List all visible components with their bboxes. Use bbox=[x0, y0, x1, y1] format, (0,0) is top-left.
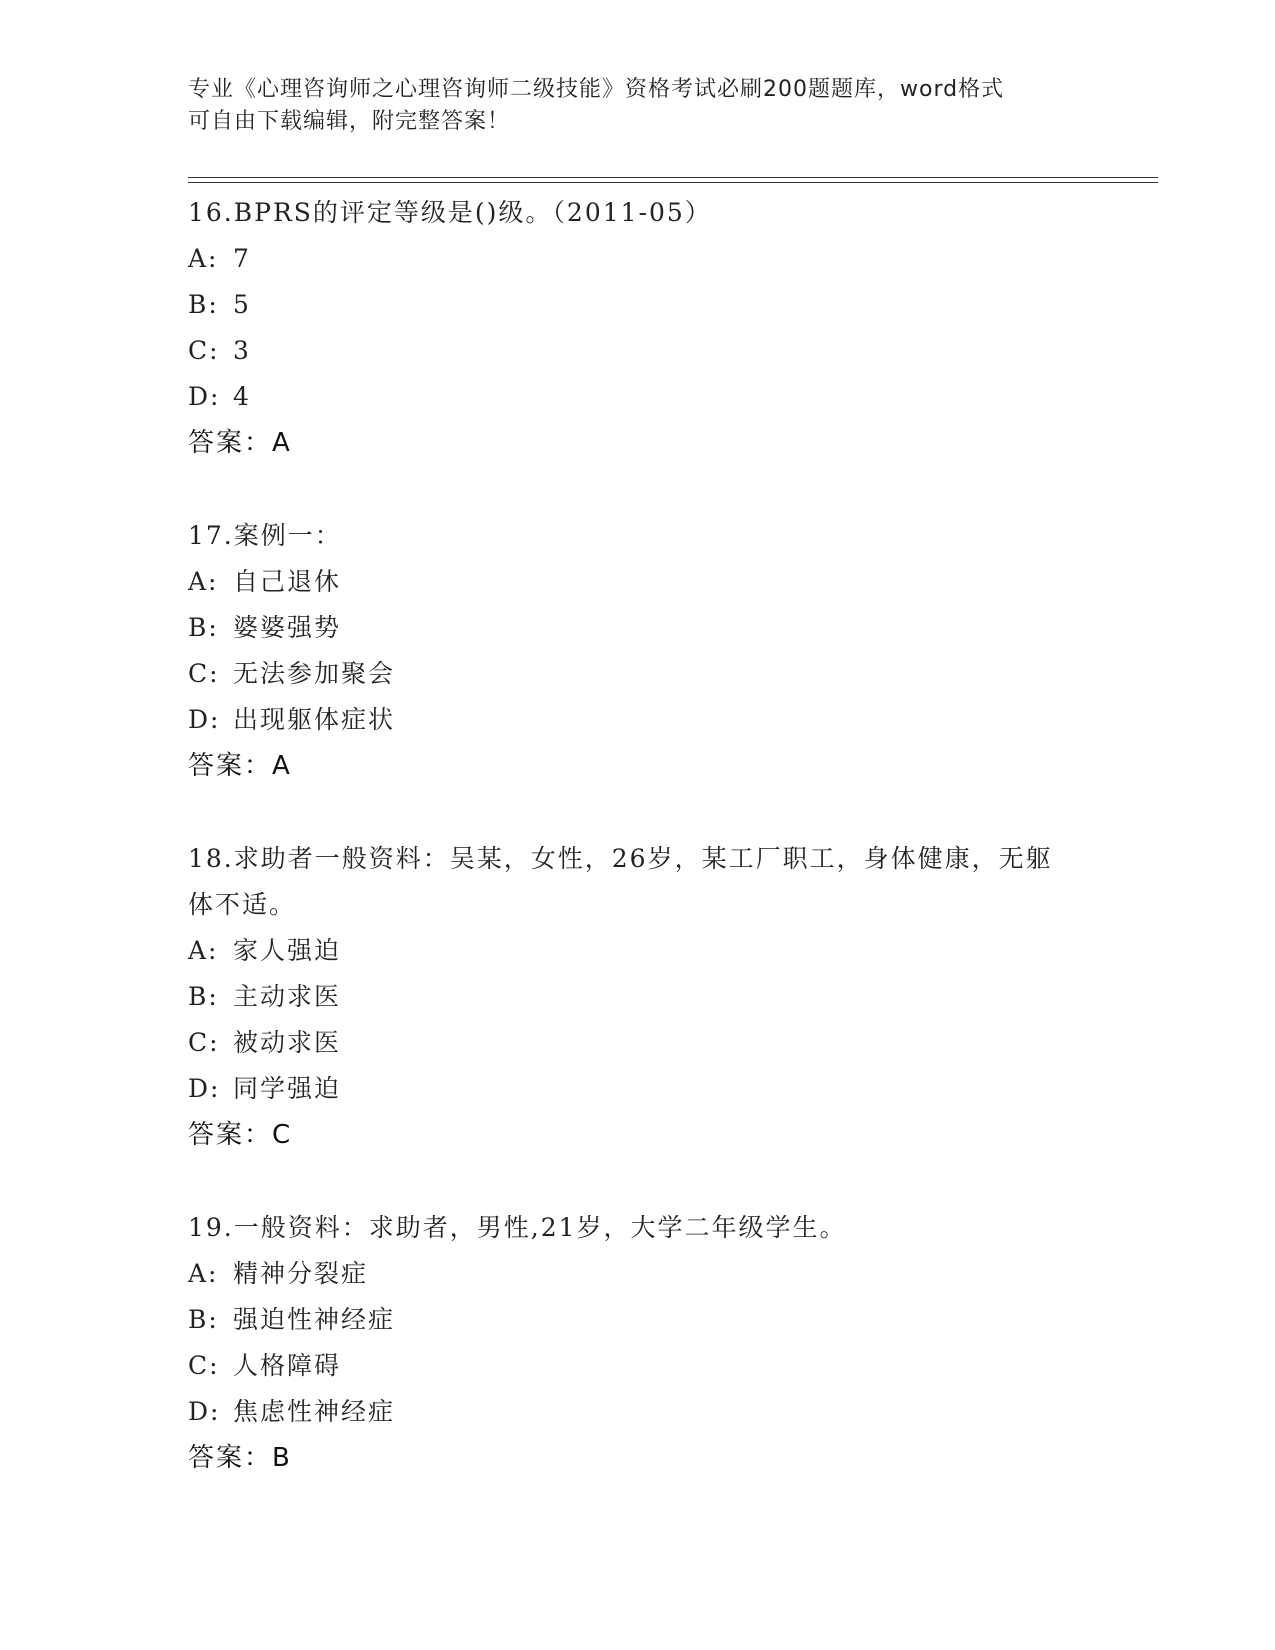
option-a bbox=[188, 559, 1088, 605]
option-text: 焦虑性神经症 bbox=[233, 1397, 396, 1426]
option-text: 精神分裂症 bbox=[233, 1259, 369, 1288]
option-a bbox=[188, 236, 1088, 282]
option-c bbox=[188, 1343, 1088, 1389]
question-list bbox=[188, 190, 1088, 1528]
option-letter: C: bbox=[188, 1351, 220, 1380]
option-letter: A: bbox=[188, 1259, 219, 1288]
header-line-1: 专业《心理咨询师之心理咨询师二级技能》资格考试必刷200题题库，word格式 bbox=[188, 77, 1005, 102]
option-a bbox=[188, 1251, 1088, 1297]
document-header bbox=[188, 74, 1088, 138]
option-c bbox=[188, 1020, 1088, 1066]
answer-line: 答案：A bbox=[188, 751, 292, 781]
option-letter: B: bbox=[188, 290, 219, 319]
question-18 bbox=[188, 836, 1088, 1158]
answer-line: 答案：A bbox=[188, 428, 292, 458]
option-letter: A: bbox=[188, 244, 219, 273]
option-c bbox=[188, 328, 1088, 374]
option-letter: A: bbox=[188, 936, 219, 965]
option-b bbox=[188, 1297, 1088, 1343]
question-19 bbox=[188, 1205, 1088, 1481]
option-text: 婆婆强势 bbox=[233, 613, 342, 642]
option-letter: C: bbox=[188, 659, 220, 688]
option-text: 同学强迫 bbox=[233, 1074, 342, 1103]
option-text: 强迫性神经症 bbox=[233, 1305, 396, 1334]
option-text: 家人强迫 bbox=[233, 936, 342, 965]
option-a bbox=[188, 928, 1088, 974]
option-text: 无法参加聚会 bbox=[233, 659, 396, 688]
option-text: 4 bbox=[233, 382, 251, 411]
option-letter: D: bbox=[188, 1397, 221, 1426]
option-text: 自己退休 bbox=[233, 567, 342, 596]
answer-line: 答案：B bbox=[188, 1443, 292, 1473]
question-17 bbox=[188, 513, 1088, 789]
option-b bbox=[188, 974, 1088, 1020]
question-16 bbox=[188, 190, 1088, 466]
question-stem: 18.求助者一般资料：吴某，女性，26岁，某工厂职工，身体健康，无躯体不适。 bbox=[188, 844, 1053, 919]
option-d bbox=[188, 1389, 1088, 1435]
answer-line: 答案：C bbox=[188, 1120, 293, 1150]
option-b bbox=[188, 605, 1088, 651]
option-text: 7 bbox=[233, 244, 251, 273]
option-text: 人格障碍 bbox=[233, 1351, 342, 1380]
option-text: 3 bbox=[233, 336, 251, 365]
option-letter: D: bbox=[188, 382, 221, 411]
option-d bbox=[188, 697, 1088, 743]
header-line-2: 可自由下载编辑，附完整答案！ bbox=[188, 109, 511, 134]
option-text: 主动求医 bbox=[233, 982, 342, 1011]
option-letter: B: bbox=[188, 1305, 219, 1334]
option-letter: D: bbox=[188, 1074, 221, 1103]
option-b bbox=[188, 282, 1088, 328]
option-letter: B: bbox=[188, 613, 219, 642]
option-letter: D: bbox=[188, 705, 221, 734]
question-stem: 17.案例一： bbox=[188, 521, 342, 550]
option-d bbox=[188, 1066, 1088, 1112]
option-text: 被动求医 bbox=[233, 1028, 342, 1057]
option-letter: B: bbox=[188, 982, 219, 1011]
option-letter: A: bbox=[188, 567, 219, 596]
option-d bbox=[188, 374, 1088, 420]
header-divider-bottom bbox=[188, 182, 1158, 183]
header-divider-top bbox=[188, 177, 1158, 178]
question-stem: 19.一般资料：求助者，男性,21岁，大学二年级学生。 bbox=[188, 1213, 847, 1242]
option-text: 5 bbox=[233, 290, 251, 319]
option-letter: C: bbox=[188, 336, 220, 365]
question-stem: 16.BPRS的评定等级是()级。（2011-05） bbox=[188, 198, 712, 227]
option-text: 出现躯体症状 bbox=[233, 705, 396, 734]
option-c bbox=[188, 651, 1088, 697]
option-letter: C: bbox=[188, 1028, 220, 1057]
